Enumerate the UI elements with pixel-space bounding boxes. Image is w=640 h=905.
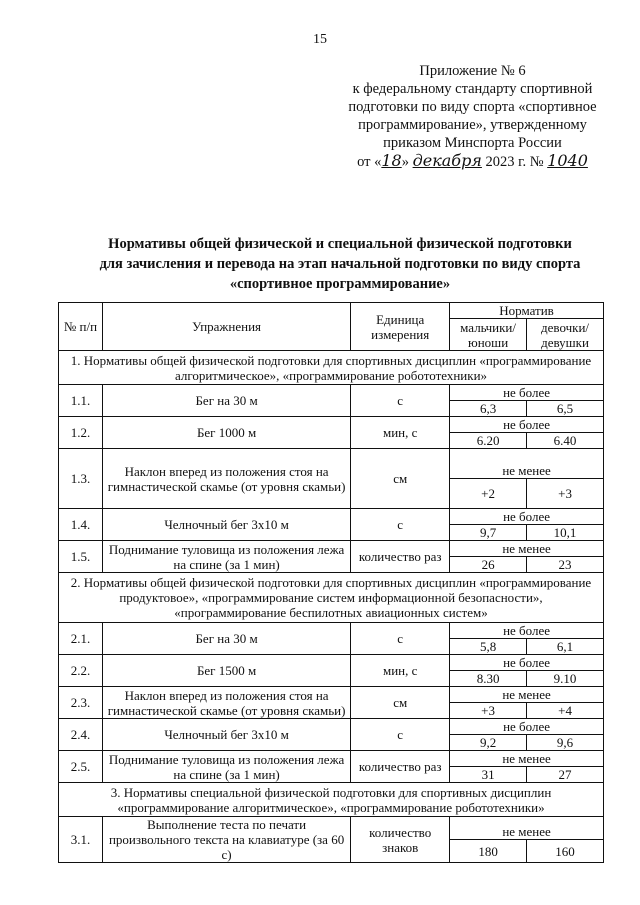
row-unit: см [351, 687, 450, 719]
row-girls-value: +4 [527, 703, 604, 719]
row-boys-value: 6.20 [450, 433, 527, 449]
row-condition: не менее [450, 541, 604, 557]
table-row [59, 655, 604, 671]
row-number: 2.1. [59, 623, 103, 655]
date-year: 2023 г. № [485, 154, 544, 170]
row-exercise: Наклон вперед из положения стоя на гимнастической скамье (от уровня скамьи) [102, 449, 350, 509]
row-unit: количество знаков [351, 817, 450, 863]
table-row [59, 449, 604, 479]
row-boys-value: 180 [450, 840, 527, 863]
row-condition: не менее [450, 687, 604, 703]
row-girls-value: 9.10 [527, 671, 604, 687]
row-condition: не менее [450, 817, 604, 840]
row-girls-value: 160 [527, 840, 604, 863]
row-condition: не более [450, 655, 604, 671]
section-title: 2. Нормативы общей физической подготовки для спортивных дисциплин «программирование продуктовое», «программирование систем информационной безопасности», «программирование беспилотных авиационных систем» [59, 573, 604, 623]
header-girls: девочки/ девушки [527, 319, 604, 351]
row-boys-value: +3 [450, 703, 527, 719]
row-number: 1.3. [59, 449, 103, 509]
document-title [70, 234, 610, 294]
row-boys-value: 26 [450, 557, 527, 573]
appendix-line: к федеральному стандарту спортивной [352, 81, 593, 97]
header-num: № п/п [59, 303, 103, 351]
row-girls-value: 23 [527, 557, 604, 573]
row-condition: не менее [450, 449, 604, 479]
row-number: 2.5. [59, 751, 103, 783]
row-girls-value: 6.40 [527, 433, 604, 449]
appendix-block [345, 62, 600, 171]
row-girls-value: 10,1 [527, 525, 604, 541]
header-exercise: Упражнения [102, 303, 350, 351]
row-number: 1.4. [59, 509, 103, 541]
row-condition: не более [450, 623, 604, 639]
section-header-row [59, 573, 604, 623]
header-unit: Единица измерения [351, 303, 450, 351]
date-prefix: от « [357, 154, 382, 170]
row-condition: не более [450, 509, 604, 525]
table-row [59, 817, 604, 840]
row-number: 1.2. [59, 417, 103, 449]
row-exercise: Поднимание туловища из положения лежа на спине (за 1 мин) [102, 751, 350, 783]
row-unit: с [351, 509, 450, 541]
table-row [59, 541, 604, 557]
row-exercise: Бег на 30 м [102, 385, 350, 417]
row-boys-value: 8.30 [450, 671, 527, 687]
row-exercise: Бег 1000 м [102, 417, 350, 449]
row-number: 3.1. [59, 817, 103, 863]
row-exercise: Наклон вперед из положения стоя на гимнастической скамье (от уровня скамьи) [102, 687, 350, 719]
table-row [59, 385, 604, 401]
row-unit: см [351, 449, 450, 509]
table-row [59, 751, 604, 767]
row-exercise: Бег на 30 м [102, 623, 350, 655]
row-boys-value: 9,7 [450, 525, 527, 541]
appendix-line: приказом Минспорта России [383, 135, 562, 151]
title-line: «спортивное программирование» [229, 276, 451, 292]
row-condition: не менее [450, 751, 604, 767]
section-header-row [59, 351, 604, 385]
row-number: 1.5. [59, 541, 103, 573]
date-day: 18 [381, 151, 402, 170]
row-unit: количество раз [351, 751, 450, 783]
row-exercise: Выполнение теста по печати произвольного текста на клавиатуре (за 60 с) [102, 817, 350, 863]
date-month: декабря [412, 151, 482, 170]
row-condition: не более [450, 417, 604, 433]
row-unit: с [351, 719, 450, 751]
row-boys-value: 6,3 [450, 401, 527, 417]
appendix-line: программирование», утвержденному [358, 117, 587, 133]
title-line: Нормативы общей физической и специальной физической подготовки [108, 236, 572, 252]
row-boys-value: 5,8 [450, 639, 527, 655]
row-unit: мин, с [351, 417, 450, 449]
row-boys-value: 9,2 [450, 735, 527, 751]
appendix-line: подготовки по виду спорта «спортивное [348, 99, 597, 115]
page-number: 15 [313, 32, 327, 47]
row-exercise: Бег 1500 м [102, 655, 350, 687]
row-girls-value: 27 [527, 767, 604, 783]
row-girls-value: +3 [527, 479, 604, 509]
row-condition: не более [450, 719, 604, 735]
row-exercise: Челночный бег 3х10 м [102, 719, 350, 751]
row-unit: с [351, 385, 450, 417]
table-row [59, 719, 604, 735]
row-number: 2.3. [59, 687, 103, 719]
row-exercise: Поднимание туловища из положения лежа на спине (за 1 мин) [102, 541, 350, 573]
order-date-line [345, 152, 600, 171]
order-number: 1040 [547, 151, 588, 170]
row-number: 2.4. [59, 719, 103, 751]
table-row [59, 687, 604, 703]
row-unit: мин, с [351, 655, 450, 687]
row-girls-value: 6,5 [527, 401, 604, 417]
row-number: 2.2. [59, 655, 103, 687]
table-header-row [59, 303, 604, 319]
row-exercise: Челночный бег 3х10 м [102, 509, 350, 541]
row-boys-value: 31 [450, 767, 527, 783]
section-title: 1. Нормативы общей физической подготовки для спортивных дисциплин «программирование алгоритмическое», «программирование робототехники» [59, 351, 604, 385]
table-row [59, 623, 604, 639]
row-girls-value: 9,6 [527, 735, 604, 751]
row-girls-value: 6,1 [527, 639, 604, 655]
norms-table [58, 302, 604, 863]
section-header-row [59, 783, 604, 817]
section-title: 3. Нормативы специальной физической подготовки для спортивных дисциплин «программирование алгоритмическое», «программирование робототехники» [59, 783, 604, 817]
row-boys-value: +2 [450, 479, 527, 509]
row-number: 1.1. [59, 385, 103, 417]
title-line: для зачисления и перевода на этап начальной подготовки по виду спорта [99, 256, 581, 272]
table-row [59, 509, 604, 525]
date-mid: » [401, 154, 409, 170]
row-unit: с [351, 623, 450, 655]
row-unit: количество раз [351, 541, 450, 573]
row-condition: не более [450, 385, 604, 401]
appendix-line: Приложение № 6 [419, 63, 526, 79]
table-row [59, 417, 604, 433]
header-norm: Норматив [450, 303, 604, 319]
header-boys: мальчики/ юноши [450, 319, 527, 351]
